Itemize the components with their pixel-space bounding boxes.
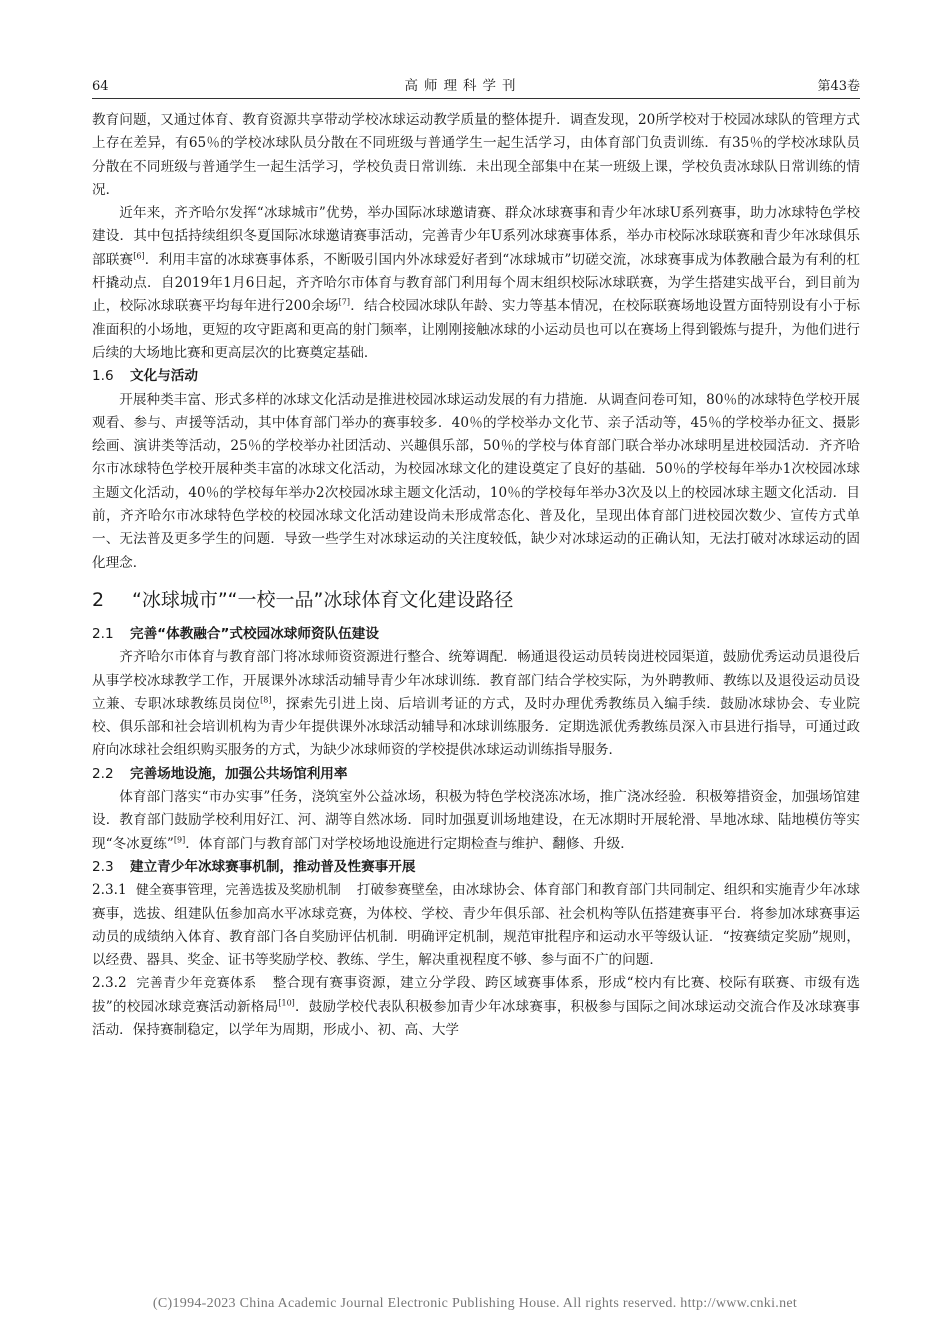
volume-label: 第43卷: [817, 79, 860, 94]
copyright-footer: (C)1994-2023 China Academic Journal Electronic Publishing House. All rights reserved. http://www.cnki.net: [152, 1296, 798, 1311]
section-heading-2-2: 2.2 完善场地设施，加强公共场馆利用率: [92, 765, 348, 782]
citation-ref[interactable]: [9]: [173, 835, 186, 845]
paragraph-5: 体育部门落实“市办实事”任务，浇筑室外公益冰场，积极为特色学校浇冻冰场，推广浇冰经验．积极筹措资金，加强场馆建设．教育部门鼓励学校利用好江、河、湖等自然冰场．同时加强夏训场地建设，在无冰期时开展轮滑、旱地冰球、陆地模仿等实现“冬冰夏练”[9]．体育部门与教育部门对学校场地设施进行定期检查与维护、翻修、升级．: [92, 789, 860, 852]
section-heading-1-6: 1.6 文化与活动: [92, 368, 198, 385]
citation-ref[interactable]: [6]: [133, 251, 145, 261]
subsection-number: 2.3.2: [92, 975, 127, 992]
citation-ref[interactable]: [8]: [260, 695, 272, 705]
journal-title: 高师理科学刊: [404, 78, 522, 94]
subsection-title: 健全赛事管理，完善选拔及奖励机制: [136, 883, 341, 899]
paragraph-2-3-1: 2.3.1 健全赛事管理，完善选拔及奖励机制 打破参赛壁垒，由冰球协会、体育部门和教育部门共同制定、组织和实施青少年冰球赛事，选拔、组建队伍参加高水平冰球竞赛，为体校、学校、青少年俱乐部、社会机构等队伍搭建赛事平台．将参加冰球赛事运动员的成绩纳入体育、教育部门各自奖励评估机制．明确评定机制，规范审批程序和运动水平等级认证．“按赛绩定奖励”规则，以经费、器具、奖金、证书等奖励学校、教练、学生，解决重视程度不够、参与面不广的问题．: [92, 879, 860, 972]
page-number: 64: [92, 79, 109, 94]
journal-page: [92, 72, 860, 1042]
paragraph-2: 近年来，齐齐哈尔发挥“冰球城市”优势，举办国际冰球邀请赛、群众冰球赛事和青少年冰球U系列赛事，助力冰球特色学校建设．其中包括持续组织冬夏国际冰球邀请赛事活动，完善青少年U系列冰球赛事体系，举办市校际冰球联赛和青少年冰球俱乐部联赛[6]．利用丰富的冰球赛事体系，不断吸引国内外冰球爱好者到“冰球城市”切磋交流，冰球赛事成为体教融合最为有利的杠杆撬动点．自2019年1月6日起，齐齐哈尔市体育与教育部门利用每个周末组织校际冰球联赛，为学生搭建实战平台，到目前为止，校际冰球联赛平均每年进行200余场[7]．结合校园冰球队年龄、实力等基本情况，在校际联赛场地设置方面特别设有小于标准面积的小场地，更短的攻守距离和更高的射门频率，让刚刚接触冰球的小运动员也可以在赛场上得到锻炼与提升，为他们进行后续的大场地比赛和更高层次的比赛奠定基础．: [92, 205, 860, 361]
citation-ref[interactable]: [10]: [278, 998, 295, 1008]
article-body: [92, 109, 860, 1042]
paragraph-2-3-2: 2.3.2 完善青少年竞赛体系 整合现有赛事资源，建立分学段、跨区域赛事体系，形成“校内有比赛、校际有联赛、市级有选拔”的校园冰球竞赛活动新格局[10]．鼓励学校代表队积极参加青少年冰球赛事，积极参与国际之间冰球运动交流合作及冰球赛事活动．保持赛制稳定，以学年为周期，形成小、初、高、大学: [92, 972, 860, 1042]
section-heading-2-3: 2.3 建立青少年冰球赛事机制，推动普及性赛事开展: [92, 858, 416, 875]
section-heading-2: 2 “冰球城市”“一校一品”冰球体育文化建设路径: [92, 588, 514, 611]
paragraph-1: 教育问题，又通过体育、教育资源共享带动学校冰球运动教学质量的整体提升．调查发现，20所学校对于校园冰球队的管理方式上存在差异，有65％的学校冰球队员分散在不同班级与普通学生一起生活学习，由体育部门负责训练．有35％的学校冰球队员分散在不同班级与普通学生一起生活学习，学校负责日常训练．未出现全部集中在某一班级上课，学校负责冰球队日常训练的情况．: [92, 112, 860, 198]
paragraph-4: 齐齐哈尔市体育与教育部门将冰球师资资源进行整合、统筹调配．畅通退役运动员转岗进校园渠道，鼓励优秀运动员退役后从事学校冰球教学工作，开展课外冰球活动辅导青少年冰球训练．教育部门结合学校实际，为外聘教师、教练以及退役运动员设立兼、专职冰球教练员岗位[8]，探索先引进上岗、后培训考证的方式，及时办理优秀教练员入编手续．鼓励冰球协会、专业院校、俱乐部和社会培训机构为青少年提供课外冰球活动辅导和冰球训练服务．定期选派优秀教练员深入市县进行指导，可通过政府向冰球社会组织购买服务的方式，为缺少冰球师资的学校提供冰球运动训练指导服务．: [92, 649, 861, 759]
running-header: [92, 72, 860, 99]
paragraph-3: 开展种类丰富、形式多样的冰球文化活动是推进校园冰球运动发展的有力措施．从调查问卷可知，80％的冰球特色学校开展观看、参与、声援等活动，其中体育部门举办的赛事较多．40％的学校举办文化节、亲子活动等，45％的学校举办征文、摄影绘画、演讲类等活动，25％的学校举办社团活动、兴趣俱乐部，50％的学校与体育部门联合举办冰球明星进校园活动．齐齐哈尔市冰球特色学校开展种类丰富的冰球文化活动，为校园冰球文化的建设奠定了良好的基础．50％的学校每年举办1次校园冰球主题文化活动，40％的学校每年举办2次校园冰球主题文化活动，10％的学校每年举办3次及以上的校园冰球主题文化活动．目前，齐齐哈尔市冰球特色学校的校园冰球文化活动建设尚未形成常态化、普及化，呈现出体育部门进校园次数少、宣传方式单一、无法普及更多学生的问题．导致一些学生对冰球运动的关注度较低，缺少对冰球运动的正确认知，无法打破对冰球运动的固化理念．: [92, 391, 860, 571]
section-heading-2-1: 2.1 完善“体教融合”式校园冰球师资队伍建设: [92, 625, 379, 642]
subsection-number: 2.3.1: [92, 882, 127, 899]
citation-ref[interactable]: [7]: [338, 297, 351, 307]
subsection-title: 完善青少年竞赛体系: [136, 976, 257, 992]
